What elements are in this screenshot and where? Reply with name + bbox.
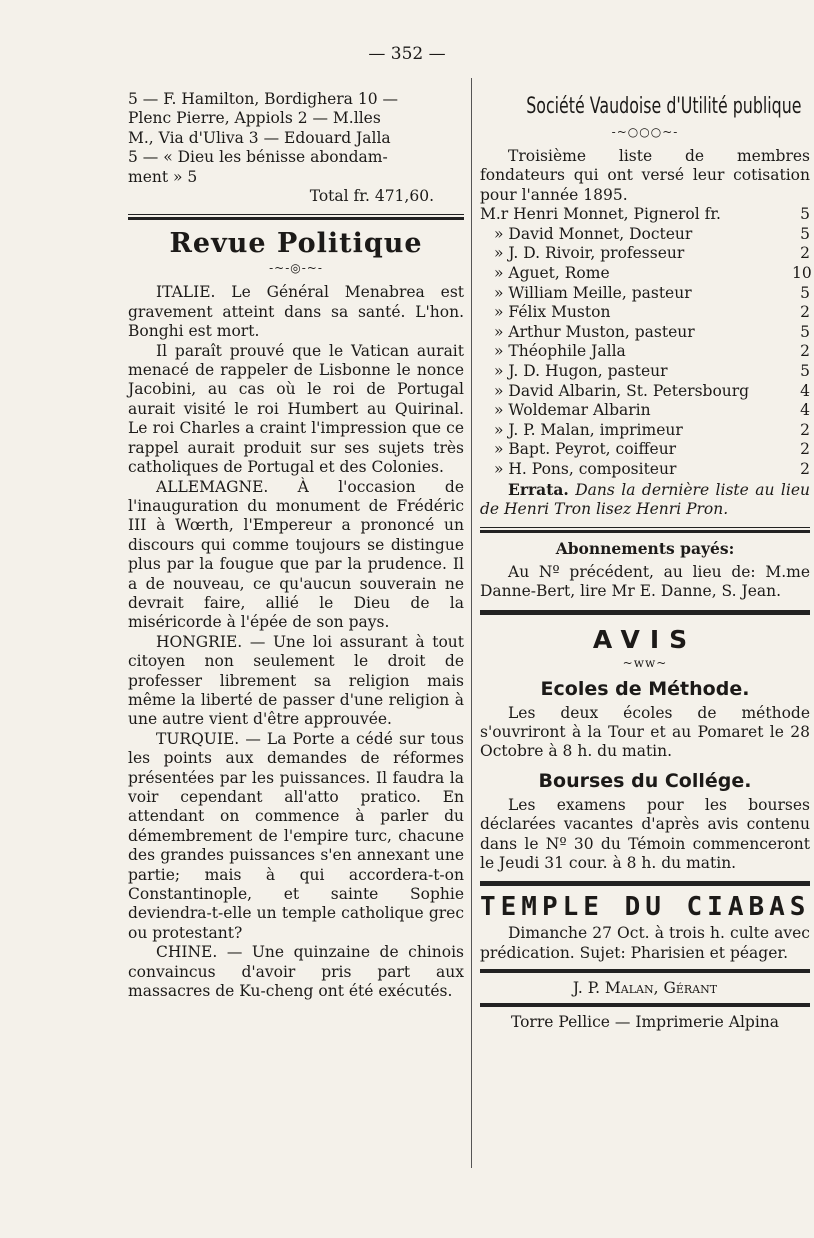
paragraph-hongrie: HONGRIE. — Une loi assurant à tout citoyen non seulement le droit de professer librement sa religion mais même la liberté de passer d'une religion à une autre vient d'être approuvée. xyxy=(128,632,464,729)
list-item xyxy=(480,401,810,421)
member-name: M.r Henri Monnet, Pignerol fr. xyxy=(480,205,721,224)
member-name: » J. D. Hugon, pasteur xyxy=(494,361,668,380)
society-title: Société Vaudoise d'Utilité publique xyxy=(526,94,802,119)
paragraph-italie: ITALIE. Le Général Menabrea est gravement atteint dans sa santé. L'hon. Bonghi est mort. xyxy=(128,283,464,341)
member-amount: 5 xyxy=(800,205,810,224)
member-name: » David Albarin, St. Petersbourg xyxy=(494,381,750,400)
subscription-line: Plenc Pierre, Appiols 2 — M.lles xyxy=(128,109,381,128)
society-intro: Troisième liste de membres fondateurs qui ont versé leur cotisation pour l'année 1895. xyxy=(480,147,810,204)
member-amount: 5 xyxy=(800,224,810,243)
member-name: » Aguet, Rome xyxy=(494,264,610,282)
member-name: » David Monnet, Docteur xyxy=(494,224,693,243)
section-divider xyxy=(128,214,464,220)
member-name: » J. P. Malan, imprimeur xyxy=(494,420,683,439)
ornament: -~○○○~- xyxy=(611,125,679,139)
member-name: » Bapt. Peyrot, coiffeur xyxy=(494,440,677,459)
revue-politique-body xyxy=(128,283,464,1001)
ecoles-title: Ecoles de Méthode. xyxy=(540,677,750,700)
list-item xyxy=(480,421,810,441)
paragraph-vatican: Il paraît prouvé que le Vatican aurait menacé de rappeler de Lisbonne le nonce Jacobini, au cas où le roi de Portugal aurait visité le roi Humbert au Quirinal. Le roi Charles a craint l'impression que ce rappel aurait produit sur ses sujets très catholiques de Portugal et des Colonies. xyxy=(128,341,464,477)
member-name: » Arthur Muston, pasteur xyxy=(494,322,695,341)
temple-text: Dimanche 27 Oct. à trois h. culte avec prédication. Sujet: Pharisien et péager. xyxy=(480,924,810,962)
subscription-total: Total fr. 471,60. xyxy=(309,187,434,206)
member-list xyxy=(480,205,810,479)
member-name: » J. D. Rivoir, professeur xyxy=(494,244,685,263)
list-item xyxy=(480,323,810,343)
member-amount: 2 xyxy=(800,342,810,361)
member-name: » H. Pons, compositeur xyxy=(494,459,677,478)
member-amount: 5 xyxy=(800,322,810,341)
section-divider xyxy=(480,527,810,533)
paragraph-allemagne: ALLEMAGNE. À l'occasion de l'inauguration du monument de Frédéric III à Wœrth, l'Empereur a prononcé un discours qui comme toujours se distingue plus par la fougue que par la prudence. Il a de nouveau, ce qu'aucun souverain ne devrait faire, allié le Dieu de la miséricorde à l'épée de son pays. xyxy=(128,477,464,632)
list-item xyxy=(480,342,810,362)
paragraph-turquie: TURQUIE. — La Porte a cédé sur tous les points aux demandes de réformes présentées par les puissances. Il faudra la voir cependant all'atto pratico. En attendant on commence à parler du démembrement de l'empire turc, chacune des grandes puissances s'en annexant une partie; mais à qui accordera-t-on Constantinople, et sainte Sophie deviendra-t-elle un temple catholique grec ou protestant? xyxy=(128,729,464,942)
member-amount: 2 xyxy=(800,440,810,459)
list-item xyxy=(480,460,810,480)
list-item xyxy=(480,303,810,323)
subscription-line: M., Via d'Uliva 3 — Edouard Jalla xyxy=(128,128,391,147)
bourses-title: Bourses du Collége. xyxy=(538,769,752,792)
member-amount: 4 xyxy=(800,401,810,420)
section-divider xyxy=(480,881,810,886)
temple-title: TEMPLE DU CIABAS xyxy=(480,892,811,923)
errata xyxy=(480,480,810,520)
member-amount: 2 xyxy=(800,459,810,478)
member-amount: 5 xyxy=(800,361,810,380)
errata-text: Dans la dernière liste au lieu de Henri Tron lisez Henri Pron. xyxy=(480,480,810,518)
abonnements-text: Au Nº précédent, au lieu de: M.me Danne-Bert, lire Mr E. Danne, S. Jean. xyxy=(480,562,810,601)
list-item xyxy=(480,382,810,402)
paragraph-chine: CHINE. — Une quinzaine de chinois convaincus d'avoir pris part aux massacres de Ku-cheng ont été exécutés. xyxy=(128,943,464,1001)
member-amount: 10 xyxy=(792,264,812,282)
subscription-line: ment » 5 xyxy=(128,167,198,186)
errata-label: Errata. xyxy=(508,479,569,499)
left-column xyxy=(128,90,464,1001)
list-item xyxy=(480,264,810,284)
list-item xyxy=(480,284,810,304)
member-amount: 2 xyxy=(800,420,810,439)
member-name: » Woldemar Albarin xyxy=(494,401,651,420)
avis-title: AVIS xyxy=(592,624,698,654)
section-divider xyxy=(480,610,810,615)
section-divider xyxy=(480,1003,810,1007)
subscription-list xyxy=(128,90,464,206)
member-amount: 5 xyxy=(800,283,810,302)
right-column xyxy=(480,90,810,1033)
member-name: » William Meille, pasteur xyxy=(494,283,692,302)
ornament: ~ww~ xyxy=(622,655,668,670)
member-amount: 2 xyxy=(800,244,810,263)
member-name: » Félix Muston xyxy=(494,303,611,322)
abonnements-title: Abonnements payés: xyxy=(555,539,735,559)
member-name: » Théophile Jalla xyxy=(494,342,626,361)
subscription-line: 5 — « Dieu les bénisse abondam- xyxy=(128,148,388,167)
bourses-text: Les examens pour les bourses déclarées vacantes d'après avis contenu dans le Nº 30 du Témoin commenceront le Jeudi 31 cour. à 8 h. du matin. xyxy=(480,795,810,872)
subscription-line: 5 — F. Hamilton, Bordighera 10 — xyxy=(128,90,398,108)
list-item xyxy=(480,362,810,382)
list-item xyxy=(480,205,810,225)
gerant-line: J. P. Malan, Gérant xyxy=(572,979,718,998)
page-number: — 352 — xyxy=(368,44,446,64)
member-amount: 2 xyxy=(800,303,810,322)
imprint: Torre Pellice — Imprimerie Alpina xyxy=(510,1013,780,1032)
list-item xyxy=(480,244,810,264)
revue-politique-title: Revue Politique xyxy=(169,228,423,260)
column-divider xyxy=(471,78,472,1168)
section-divider xyxy=(480,969,810,973)
list-item xyxy=(480,440,810,460)
ecoles-text: Les deux écoles de méthode s'ouvriront à la Tour et au Pomaret le 28 Octobre à 8 h. du matin. xyxy=(480,703,810,761)
list-item xyxy=(480,225,810,245)
ornament: -~-◎-~- xyxy=(269,261,323,276)
member-amount: 4 xyxy=(800,381,810,400)
